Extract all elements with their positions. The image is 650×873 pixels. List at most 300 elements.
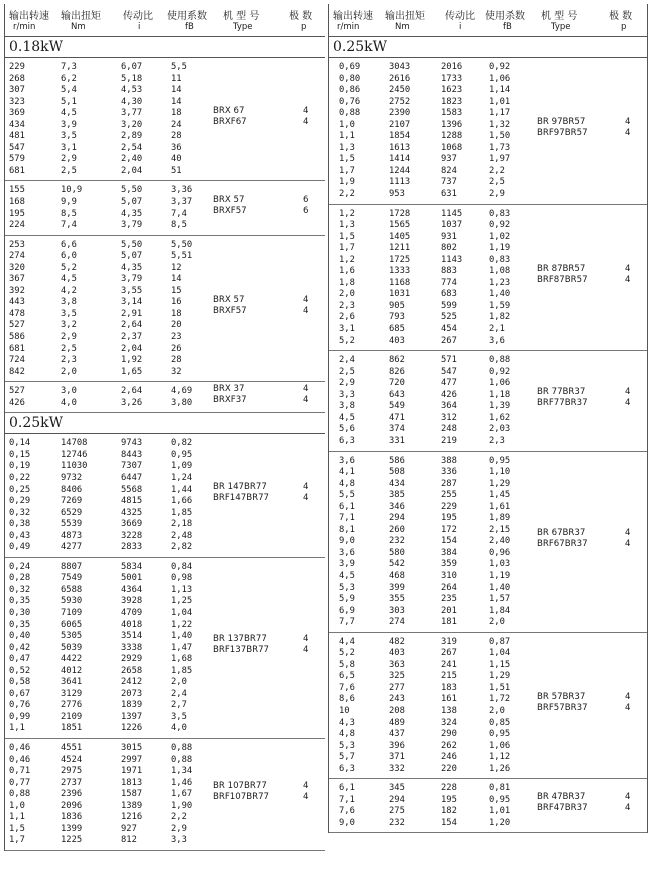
- factor-cell: 1,85: [171, 507, 193, 518]
- table-row: [329, 559, 647, 571]
- ratio-cell: 312: [441, 412, 457, 423]
- ratio-cell: 4325: [121, 507, 143, 518]
- speed-cell: 0,35: [9, 619, 31, 630]
- factor-cell: 2,2: [489, 165, 505, 176]
- table-row: [329, 209, 647, 221]
- speed-cell: 0,40: [9, 631, 31, 642]
- table-row: [5, 120, 325, 132]
- model-type-line: BRX 57: [213, 194, 245, 205]
- ratio-cell: 3514: [121, 631, 143, 642]
- poles-line: 4: [625, 703, 631, 713]
- torque-cell: 720: [389, 378, 405, 389]
- ratio-cell: 154: [441, 536, 457, 547]
- table-row: [5, 485, 325, 497]
- torque-cell: 10,9: [61, 185, 83, 196]
- speed-cell: 307: [9, 85, 25, 96]
- torque-cell: 345: [389, 783, 405, 794]
- factor-cell: 0,88: [171, 754, 193, 765]
- ratio-cell: 324: [441, 717, 457, 728]
- factor-cell: 24: [171, 119, 182, 130]
- table-row: [329, 97, 647, 109]
- torque-cell: 3,2: [61, 320, 77, 331]
- factor-cell: 3,36: [171, 185, 193, 196]
- ratio-cell: 1,65: [121, 366, 143, 377]
- ratio-cell: 2,64: [121, 386, 143, 397]
- speed-cell: 0,76: [339, 96, 361, 107]
- table-row: [5, 240, 325, 252]
- ratio-cell: 1813: [121, 777, 143, 788]
- factor-cell: 14: [171, 274, 182, 285]
- model-type: [537, 387, 588, 409]
- table-row: [5, 700, 325, 712]
- table-row: [329, 74, 647, 86]
- model-type-line: BRF57BR37: [537, 703, 588, 713]
- factor-cell: 0,83: [489, 208, 511, 219]
- table-row: [5, 508, 325, 520]
- table-row: [5, 320, 325, 332]
- speed-cell: 0,32: [9, 584, 31, 595]
- poles-value: [303, 634, 308, 656]
- gearbox-group: [5, 739, 325, 851]
- speed-cell: 0,49: [9, 542, 31, 553]
- poles-line: 4: [303, 394, 309, 405]
- factor-cell: 4,0: [171, 723, 187, 734]
- factor-cell: 1,50: [489, 131, 511, 142]
- factor-cell: 2,5: [489, 177, 505, 188]
- torque-cell: 2107: [389, 119, 411, 130]
- table-row: [5, 220, 325, 232]
- table-row: [5, 519, 325, 531]
- speed-cell: 9,0: [339, 817, 355, 828]
- torque-cell: 2450: [389, 85, 411, 96]
- factor-cell: 1,04: [171, 607, 193, 618]
- ratio-cell: 2,64: [121, 320, 143, 331]
- table-row: [5, 677, 325, 689]
- speed-cell: 0,88: [339, 108, 361, 119]
- factor-cell: 0,95: [489, 455, 511, 466]
- gearbox-group: [5, 434, 325, 557]
- poles-value: [625, 387, 630, 409]
- factor-cell: 1,09: [171, 461, 193, 472]
- torque-cell: 6065: [61, 619, 83, 630]
- speed-cell: 3,6: [339, 547, 355, 558]
- factor-cell: 1,18: [489, 389, 511, 400]
- speed-cell: 6,9: [339, 605, 355, 616]
- torque-cell: 1613: [389, 142, 411, 153]
- factor-cell: 1,10: [489, 467, 511, 478]
- ratio-cell: 931: [441, 231, 457, 242]
- torque-cell: 437: [389, 729, 405, 740]
- torque-cell: 6588: [61, 584, 83, 595]
- left-table-body: [5, 37, 325, 851]
- speed-cell: 5,2: [339, 335, 355, 346]
- factor-cell: 1,68: [171, 654, 193, 665]
- table-row: [329, 583, 647, 595]
- speed-cell: 274: [9, 251, 25, 262]
- table-row: [5, 689, 325, 701]
- factor-cell: 2,15: [489, 524, 511, 535]
- model-type: [213, 634, 269, 656]
- speed-cell: 0,43: [9, 530, 31, 541]
- model-type-line: BR 147BR77: [213, 482, 267, 493]
- ratio-cell: 6,07: [121, 62, 143, 72]
- factor-cell: 1,59: [489, 300, 511, 311]
- ratio-cell: 1823: [441, 96, 463, 107]
- poles-value: [625, 692, 630, 714]
- factor-cell: 0,81: [489, 783, 511, 794]
- model-type-line: BR 87BR57: [537, 263, 586, 274]
- ratio-cell: 3015: [121, 742, 143, 753]
- factor-cell: 1,62: [489, 412, 511, 423]
- speed-cell: 1,1: [9, 812, 25, 823]
- speed-cell: 224: [9, 220, 25, 231]
- power-section-title: 0.25kW: [5, 413, 325, 434]
- gearbox-group: [5, 236, 325, 383]
- ratio-cell: 5,18: [121, 73, 143, 84]
- header-torque-unit: Nm: [395, 22, 410, 32]
- ratio-cell: 195: [441, 513, 457, 524]
- torque-cell: 8,5: [61, 208, 77, 219]
- speed-cell: 0,15: [9, 449, 31, 460]
- torque-cell: 385: [389, 490, 405, 501]
- torque-cell: 1113: [389, 177, 411, 188]
- header-torque: 输出扭矩: [61, 11, 101, 22]
- factor-cell: 14: [171, 96, 182, 107]
- gearbox-group: [329, 633, 647, 780]
- factor-cell: 36: [171, 142, 182, 153]
- table-row: [5, 355, 325, 367]
- ratio-cell: 3,26: [121, 397, 143, 408]
- ratio-cell: 3,79: [121, 274, 143, 285]
- speed-cell: 168: [9, 197, 25, 208]
- ratio-cell: 802: [441, 243, 457, 254]
- torque-cell: 862: [389, 355, 405, 366]
- table-row: [5, 778, 325, 790]
- poles-value: [303, 195, 308, 217]
- torque-cell: 580: [389, 547, 405, 558]
- power-section-title: 0.25kW: [329, 37, 647, 58]
- header-speed-unit: r/min: [337, 22, 360, 32]
- speed-cell: 527: [9, 320, 25, 331]
- table-row: [329, 783, 647, 795]
- table-row: [5, 209, 325, 221]
- header-model-unit: Type: [233, 22, 253, 32]
- speed-cell: 2,6: [339, 312, 355, 323]
- speed-cell: 0,46: [9, 742, 31, 753]
- ratio-cell: 547: [441, 366, 457, 377]
- table-row: [5, 131, 325, 143]
- ratio-cell: 183: [441, 682, 457, 693]
- table-row: [329, 367, 647, 379]
- factor-cell: 2,2: [171, 812, 187, 823]
- ratio-cell: 4018: [121, 619, 143, 630]
- speed-cell: 2,4: [339, 355, 355, 366]
- table-row: [329, 548, 647, 560]
- factor-cell: 0,95: [171, 449, 193, 460]
- torque-cell: 9,9: [61, 197, 77, 208]
- speed-cell: 6,3: [339, 763, 355, 774]
- table-row: [5, 542, 325, 554]
- ratio-cell: 3,14: [121, 297, 143, 308]
- ratio-cell: 631: [441, 189, 457, 200]
- speed-cell: 229: [9, 62, 25, 72]
- factor-cell: 2,9: [489, 189, 505, 200]
- speed-cell: 0,80: [339, 73, 361, 84]
- torque-cell: 4422: [61, 654, 83, 665]
- torque-cell: 8807: [61, 561, 83, 572]
- speed-cell: 1,5: [339, 231, 355, 242]
- ratio-cell: 2,04: [121, 343, 143, 354]
- table-row: [329, 378, 647, 390]
- right-table-body: [329, 37, 647, 833]
- speed-cell: 1,9: [339, 177, 355, 188]
- header-poles: 极 数: [289, 11, 313, 22]
- factor-cell: 2,7: [171, 700, 187, 711]
- torque-cell: 5,1: [61, 96, 77, 107]
- table-row: [5, 450, 325, 462]
- speed-cell: 527: [9, 386, 25, 397]
- table-row: [329, 131, 647, 143]
- table-row: [329, 85, 647, 97]
- factor-cell: 40: [171, 154, 182, 165]
- ratio-cell: 1583: [441, 108, 463, 119]
- header-ratio-unit: i: [459, 22, 462, 32]
- ratio-cell: 1226: [121, 723, 143, 734]
- factor-cell: 0,92: [489, 62, 511, 72]
- torque-cell: 685: [389, 324, 405, 335]
- poles-line: 4: [625, 398, 631, 409]
- speed-cell: 0,19: [9, 461, 31, 472]
- speed-cell: 0,25: [9, 484, 31, 495]
- header-factor: 使用系数: [167, 11, 207, 22]
- poles-line: 4: [625, 692, 631, 702]
- torque-cell: 2,9: [61, 332, 77, 343]
- ratio-cell: 1288: [441, 131, 463, 142]
- gearbox-group: [5, 382, 325, 413]
- torque-cell: 5539: [61, 519, 83, 530]
- table-row: [329, 706, 647, 718]
- speed-cell: 323: [9, 96, 25, 107]
- table-row: [329, 617, 647, 629]
- table-row: [329, 255, 647, 267]
- speed-cell: 0,42: [9, 642, 31, 653]
- torque-cell: 2,0: [61, 366, 77, 377]
- ratio-cell: 2833: [121, 542, 143, 553]
- speed-cell: 1,1: [9, 723, 25, 734]
- ratio-cell: 774: [441, 277, 457, 288]
- speed-cell: 369: [9, 108, 25, 119]
- table-row: [5, 143, 325, 155]
- torque-cell: 4524: [61, 754, 83, 765]
- table-row: [329, 436, 647, 448]
- poles-line: 4: [625, 274, 631, 285]
- speed-cell: 0,24: [9, 561, 31, 572]
- ratio-cell: 3,55: [121, 285, 143, 296]
- torque-cell: 325: [389, 671, 405, 682]
- ratio-cell: 172: [441, 524, 457, 535]
- speed-cell: 579: [9, 154, 25, 165]
- torque-cell: 277: [389, 682, 405, 693]
- poles-line: 4: [303, 294, 309, 305]
- speed-cell: 0,67: [9, 688, 31, 699]
- torque-cell: 3043: [389, 62, 411, 72]
- table-row: [329, 718, 647, 730]
- torque-cell: 586: [389, 455, 405, 466]
- torque-cell: 5930: [61, 596, 83, 607]
- ratio-cell: 229: [441, 501, 457, 512]
- model-type-line: BR 67BR37: [537, 528, 586, 539]
- ratio-cell: 1037: [441, 220, 463, 231]
- factor-cell: 1,85: [171, 665, 193, 676]
- ratio-cell: 319: [441, 636, 457, 647]
- table-row: [5, 531, 325, 543]
- model-type-line: BRXF67: [213, 116, 247, 127]
- speed-cell: 842: [9, 366, 25, 377]
- factor-cell: 0,87: [489, 636, 511, 647]
- torque-cell: 5305: [61, 631, 83, 642]
- ratio-cell: 4815: [121, 496, 143, 507]
- ratio-cell: 3669: [121, 519, 143, 530]
- table-row: [5, 309, 325, 321]
- speed-cell: 681: [9, 165, 25, 176]
- factor-cell: 5,5: [171, 62, 187, 72]
- factor-cell: 1,01: [489, 96, 511, 107]
- table-row: [329, 390, 647, 402]
- speed-cell: 1,2: [339, 254, 355, 265]
- table-row: [329, 220, 647, 232]
- speed-cell: 0,58: [9, 677, 31, 688]
- torque-cell: 508: [389, 467, 405, 478]
- speed-cell: 1,3: [339, 220, 355, 231]
- factor-cell: 1,67: [171, 789, 193, 800]
- factor-cell: 1,34: [171, 766, 193, 777]
- factor-cell: 1,82: [489, 312, 511, 323]
- speed-cell: 4,5: [339, 570, 355, 581]
- table-row: [5, 438, 325, 450]
- torque-cell: 1728: [389, 208, 411, 219]
- table-row: [5, 608, 325, 620]
- table-row: [5, 654, 325, 666]
- gearbox-group: [329, 779, 647, 833]
- poles-line: 4: [625, 263, 631, 274]
- torque-cell: 12746: [61, 449, 88, 460]
- torque-cell: 346: [389, 501, 405, 512]
- torque-cell: 549: [389, 401, 405, 412]
- factor-cell: 28: [171, 355, 182, 366]
- ratio-cell: 7307: [121, 461, 143, 472]
- factor-cell: 2,40: [489, 536, 511, 547]
- torque-cell: 489: [389, 717, 405, 728]
- ratio-cell: 4,30: [121, 96, 143, 107]
- torque-cell: 1399: [61, 823, 83, 834]
- poles-value: [625, 528, 630, 550]
- table-row: [5, 712, 325, 724]
- torque-cell: 3129: [61, 688, 83, 699]
- factor-cell: 1,73: [489, 142, 511, 153]
- table-row: [5, 344, 325, 356]
- speed-cell: 4,1: [339, 467, 355, 478]
- ratio-cell: 1396: [441, 119, 463, 130]
- ratio-cell: 683: [441, 289, 457, 300]
- poles-value: [303, 482, 308, 504]
- torque-cell: 11030: [61, 461, 88, 472]
- poles-value: [303, 295, 308, 317]
- ratio-cell: 824: [441, 165, 457, 176]
- table-row: [5, 194, 325, 209]
- table-row: [329, 289, 647, 301]
- table-row: [329, 502, 647, 514]
- factor-cell: 0,96: [489, 547, 511, 558]
- ratio-cell: 228: [441, 783, 457, 794]
- factor-cell: 1,15: [489, 659, 511, 670]
- speed-cell: 5,3: [339, 582, 355, 593]
- speed-cell: 0,77: [9, 777, 31, 788]
- ratio-cell: 4,35: [121, 262, 143, 273]
- factor-cell: 2,4: [171, 688, 187, 699]
- model-type: [537, 528, 588, 550]
- table-row: [5, 801, 325, 813]
- factor-cell: 3,3: [171, 835, 187, 846]
- factor-cell: 0,88: [489, 355, 511, 366]
- gearbox-group: [5, 558, 325, 739]
- table-row: [329, 263, 647, 278]
- torque-cell: 208: [389, 705, 405, 716]
- speed-cell: 724: [9, 355, 25, 366]
- ratio-cell: 290: [441, 729, 457, 740]
- torque-cell: 374: [389, 424, 405, 435]
- model-type-line: BRF87BR57: [537, 274, 588, 285]
- ratio-cell: 2,40: [121, 154, 143, 165]
- factor-cell: 1,66: [171, 496, 193, 507]
- factor-cell: 1,20: [489, 817, 511, 828]
- speed-cell: 681: [9, 343, 25, 354]
- factor-cell: 1,29: [489, 478, 511, 489]
- table-row: [5, 85, 325, 97]
- torque-cell: 1565: [389, 220, 411, 231]
- ratio-cell: 426: [441, 389, 457, 400]
- factor-cell: 20: [171, 320, 182, 331]
- model-type-line: BR 97BR57: [537, 117, 586, 128]
- header-poles: 极 数: [609, 11, 633, 22]
- factor-cell: 1,90: [171, 800, 193, 811]
- torque-cell: 434: [389, 478, 405, 489]
- table-row: [5, 105, 325, 120]
- speed-cell: 0,69: [339, 62, 361, 72]
- speed-cell: 9,0: [339, 536, 355, 547]
- speed-cell: 3,1: [339, 324, 355, 335]
- speed-cell: 2,3: [339, 300, 355, 311]
- factor-cell: 1,72: [489, 694, 511, 705]
- table-header: [329, 4, 647, 37]
- speed-cell: 5,3: [339, 740, 355, 751]
- table-row: [329, 120, 647, 132]
- torque-cell: 2,3: [61, 355, 77, 366]
- factor-cell: 2,9: [171, 823, 187, 834]
- speed-cell: 1,7: [339, 165, 355, 176]
- ratio-cell: 4364: [121, 584, 143, 595]
- ratio-cell: 2929: [121, 654, 143, 665]
- speed-cell: 4,8: [339, 478, 355, 489]
- speed-cell: 8,6: [339, 694, 355, 705]
- ratio-cell: 264: [441, 582, 457, 593]
- torque-cell: 3,0: [61, 386, 77, 397]
- ratio-cell: 2997: [121, 754, 143, 765]
- ratio-cell: 1587: [121, 789, 143, 800]
- power-section-title: 0.18kW: [5, 37, 325, 58]
- table-row: [329, 571, 647, 583]
- ratio-cell: 2,89: [121, 131, 143, 142]
- table-row: [5, 723, 325, 735]
